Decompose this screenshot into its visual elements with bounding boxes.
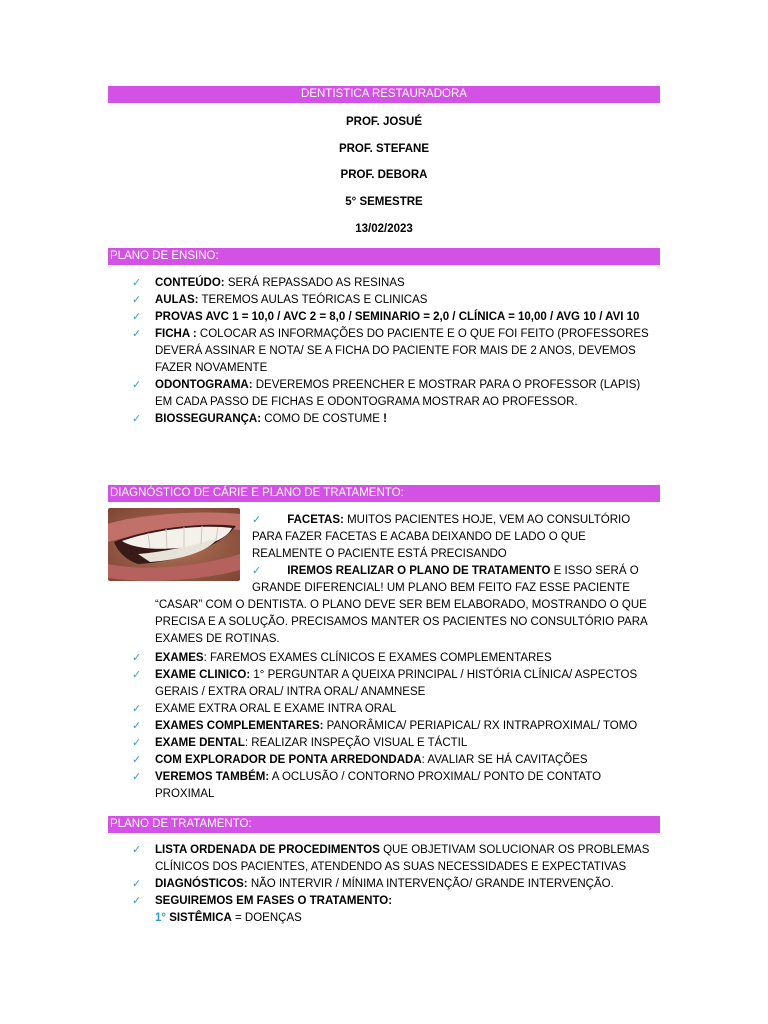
- facetas-item: ✓ FACETAS: MUITOS PACIENTES HOJE, VEM AO CONSULTÓRIO PARA FAZER FACETAS E ACABA DEIXANDO DE LADO O QUE REALMENTE O PACIENTE ESTÁ PRECISANDO: [252, 514, 631, 560]
- document-title: DENTISTICA RESTAURADORA: [301, 88, 467, 100]
- list-item: ✓ SEGUIREMOS EM FASES O TRATAMENTO:: [132, 893, 654, 910]
- professor-line-1: PROF. JOSUÉ: [345, 116, 423, 128]
- check-icon: ✓: [132, 413, 142, 425]
- section-title: PLANO DE ENSINO:: [110, 250, 219, 262]
- phase-number: 1°: [155, 912, 166, 924]
- date-line: 13/02/2023: [355, 223, 413, 235]
- check-icon: ✓: [132, 379, 142, 391]
- section-bar-plano-tratamento: [108, 816, 660, 833]
- section-bar-diagnostico: [108, 485, 660, 502]
- plano-tratamento-list: [132, 842, 654, 927]
- check-icon: ✓: [252, 514, 262, 526]
- check-icon: ✓: [132, 294, 142, 306]
- check-icon: ✓: [132, 328, 142, 340]
- check-icon: ✓: [132, 311, 142, 323]
- section-title: PLANO DE TRATAMENTO:: [110, 818, 252, 830]
- check-icon: ✓: [132, 844, 142, 856]
- check-icon: ✓: [132, 703, 142, 715]
- professor-line-2: PROF. STEFANE: [338, 143, 430, 155]
- check-icon: ✓: [252, 565, 262, 577]
- list-item: ✓ BIOSSEGURANÇA: COMO DE COSTUME !: [132, 411, 652, 428]
- check-icon: ✓: [132, 771, 142, 783]
- list-item: ✓ COM EXPLORADOR DE PONTA ARREDONDADA: AVALIAR SE HÁ CAVITAÇÕES: [132, 752, 654, 769]
- exames-list: [132, 650, 654, 803]
- title-bar: [108, 86, 660, 103]
- semester-line: 5° SEMESTRE: [345, 196, 423, 208]
- list-item: ✓ ODONTOGRAMA: DEVEREMOS PREENCHER E MOSTRAR PARA O PROFESSOR (LAPIS) EM CADA PASSO DE FICHAS E ODONTOGRAMA MOSTRAR AO PROFESSOR.: [132, 379, 641, 408]
- section-bar-plano-ensino: [108, 248, 660, 265]
- list-item: ✓ PROVAS AVC 1 = 10,0 / AVC 2 = 8,0 / SEMINARIO = 2,0 / CLÍNICA = 10,00 / AVG 10 / AVI 10: [132, 309, 652, 326]
- list-item: ✓ VEREMOS TAMBÉM: A OCLUSÃO / CONTORNO PROXIMAL/ PONTO DE CONTATO PROXIMAL: [132, 771, 602, 800]
- check-icon: ✓: [132, 669, 142, 681]
- list-item: ✓ EXAME CLINICO: 1° PERGUNTAR A QUEIXA PRINCIPAL / HISTÓRIA CLÍNICA/ ASPECTOS GERAIS / EXTRA ORAL/ INTRA ORAL/ ANAMNESE: [132, 669, 638, 698]
- phase-text: = DOENÇAS: [231, 912, 302, 924]
- phase-label: SISTÊMICA: [166, 912, 232, 924]
- smile-image: [108, 508, 240, 581]
- check-icon: ✓: [132, 720, 142, 732]
- section-title: DIAGNÓSTICO DE CÁRIE E PLANO DE TRATAMENTO:: [110, 487, 404, 499]
- iremos-item: ✓ IREMOS REALIZAR O PLANO DE TRATAMENTO E ISSO SERÁ O GRANDE DIFERENCIAL! UM PLANO BEM FEITO FAZ ESSE PACIENTE: [252, 565, 639, 594]
- list-item: ✓ EXAME EXTRA ORAL E EXAME INTRA ORAL: [132, 701, 654, 718]
- check-icon: ✓: [132, 652, 142, 664]
- check-icon: ✓: [132, 895, 142, 907]
- phase-line: [132, 910, 654, 927]
- list-item: ✓ EXAMES COMPLEMENTARES: PANORÂMICA/ PERIAPICAL/ RX INTRAPROXIMAL/ TOMO: [132, 718, 654, 735]
- list-item: ✓ DIAGNÓSTICOS: NÃO INTERVIR / MÍNIMA INTERVENÇÃO/ GRANDE INTERVENÇÃO.: [132, 876, 654, 893]
- list-item: ✓ FICHA : COLOCAR AS INFORMAÇÕES DO PACIENTE E O QUE FOI FEITO (PROFESSORES DEVERÁ ASSINAR E NOTA/ SE A FICHA DO PACIENTE FOR MAIS DE 2 ANOS, DEVEMOS FAZER NOVAMENTE: [132, 328, 649, 374]
- check-icon: ✓: [132, 277, 142, 289]
- professor-line-3: PROF. DEBORA: [340, 169, 428, 181]
- check-icon: ✓: [132, 737, 142, 749]
- check-icon: ✓: [132, 878, 142, 890]
- list-item: ✓ EXAMES: FAREMOS EXAMES CLÍNICOS E EXAMES COMPLEMENTARES: [132, 650, 654, 667]
- plano-continuation-text: “CASAR” COM O DENTISTA. O PLANO DEVE SER BEM ELABORADO, MOSTRANDO O QUE PRECISA E A SOLUÇÃO. PRECISAMOS MANTER OS PACIENTES NO CONSULTÓRIO PARA EXAMES DE ROTINAS.: [155, 599, 648, 645]
- smile-teeth-photo: [108, 508, 240, 581]
- list-item: ✓ AULAS: TEREMOS AULAS TEÓRICAS E CLINICAS: [132, 292, 652, 309]
- list-item: ✓ CONTEÚDO: SERÁ REPASSADO AS RESINAS: [132, 275, 652, 292]
- plano-ensino-list: [132, 275, 652, 428]
- check-icon: ✓: [132, 754, 142, 766]
- list-item: ✓ EXAME DENTAL: REALIZAR INSPEÇÃO VISUAL E TÁCTIL: [132, 735, 654, 752]
- list-item: ✓ LISTA ORDENADA DE PROCEDIMENTOS QUE OBJETIVAM SOLUCIONAR OS PROBLEMAS CLÍNICOS DOS PACIENTES, ATENDENDO AS SUAS NECESSIDADES E EXPECTATIVAS: [132, 844, 650, 873]
